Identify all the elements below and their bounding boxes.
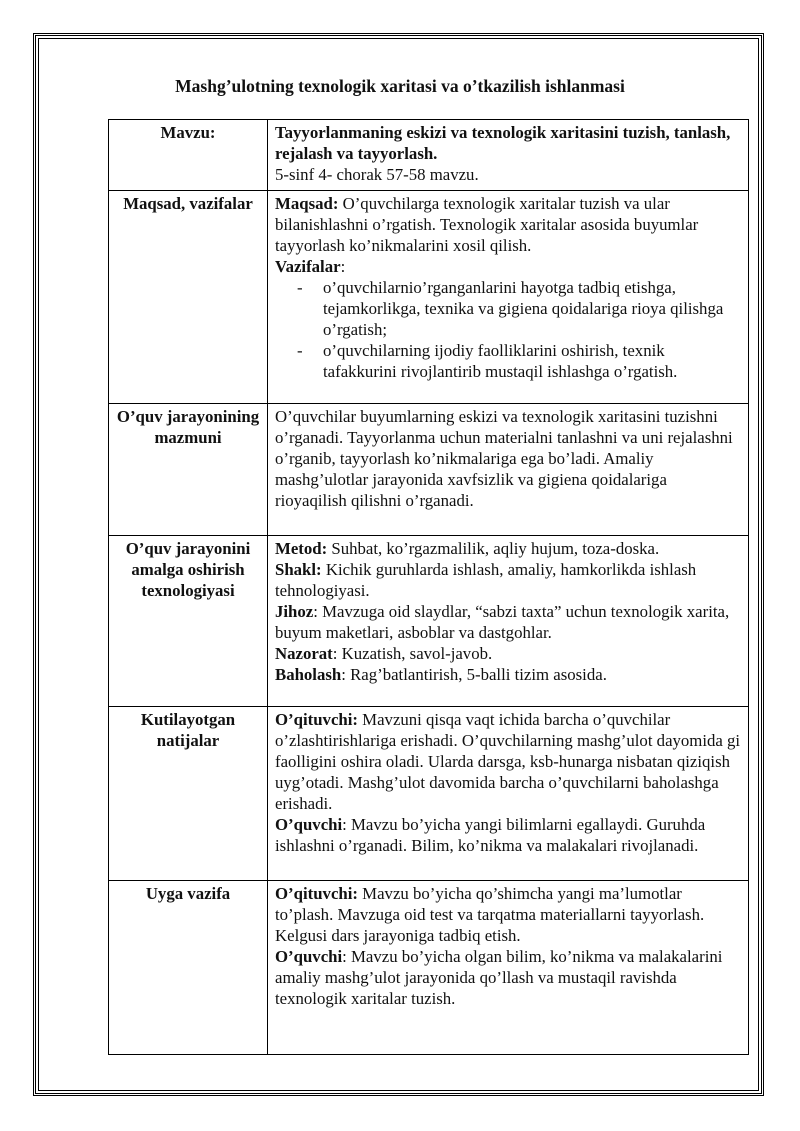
row-content-uyga (268, 881, 749, 1055)
teacher-label: O’qituvchi: (275, 884, 358, 903)
teacher-text: Mavzuni qisqa vaqt ichida barcha o’quvchilar o’zlashtirishlariga erishadi. O’quvchilarning mashg’ulot dayomida gi faolligini oshira oladi. Ularda darsga, ksb-hunarga nisbatan qiziqish uyg’otadi. Mashg’ulot davomida barcha o’quvchilarni baholashga erishadi. (275, 710, 741, 813)
table-row-texnologiya (109, 536, 749, 707)
row-content-natijalar (268, 707, 749, 881)
teacher-homework (275, 883, 742, 946)
student-label: O’quvchi (275, 947, 343, 966)
list-item: - o’quvchilarnio’rganganlarini hayotga tadbiq etishga, tejamkorlikga, texnika va gigiena qoidalariga rioya qilishga o’rgatish; (275, 277, 742, 340)
metod-text: Suhbat, ko’rgazmalilik, aqliy hujum, toza-doska. (327, 539, 660, 558)
tasks-label: Vazifalar (275, 257, 341, 276)
tasks-heading (275, 256, 742, 277)
row-content-mazmun: O’quvchilar buyumlarning eskizi va texnologik xaritasini tuzishni o’rganadi. Tayyorlanma uchun materialni tanlashni va uni rejalashni o’rganib, tayyorlash ko’nikmalariga ega bo’ladi. Amaliy mashg’ulotlar jarayonida xavfsizlik va gigiena qoidalariga rioyaqilish qilishni o’rganadi. (268, 404, 749, 536)
student-text: : Mavzu bo’yicha yangi bilimlarni egallaydi. Guruhda ishlashni o’rganadi. Bilim, ko’nikma va malakalari rivojlanadi. (275, 815, 706, 855)
row-label-uyga: Uyga vazifa (109, 881, 268, 1055)
tasks-list (275, 277, 742, 382)
goal-paragraph (275, 193, 742, 256)
class-info: 5-sinf 4- chorak 57-58 mavzu. (275, 165, 479, 184)
tasks-colon: : (340, 257, 346, 276)
table-row-natijalar (109, 707, 749, 881)
student-results (275, 814, 742, 856)
shakl-text: Kichik guruhlarda ishlash, amaliy, hamkorlikda ishlash tehnologiyasi. (275, 560, 697, 600)
row-content-maqsad (268, 191, 749, 404)
student-label: O’quvchi (275, 815, 343, 834)
row-content-texnologiya (268, 536, 749, 707)
jihoz-line (275, 601, 742, 643)
table-row-mavzu (109, 120, 749, 191)
baholash-line (275, 664, 742, 685)
nazorat-label: Nazorat (275, 644, 333, 663)
baholash-text: : Rag’batlantirish, 5-balli tizim asosida. (341, 665, 607, 684)
metod-line (275, 538, 742, 559)
nazorat-text: : Kuzatish, savol-javob. (332, 644, 493, 663)
list-item: - o’quvchilarning ijodiy faolliklarini oshirish, texnik tafakkurini rivojlantirib mustaqil ishlashga o’rgatish. (275, 340, 742, 382)
table-row-mazmun (109, 404, 749, 536)
goal-text: O’quvchilarga texnologik xaritalar tuzish va ular bilanishlashni o’rgatish. Texnologik xaritalar asosida buyumlar tayyorlash ko’nikmalarini xosil qilish. (275, 194, 699, 255)
lesson-plan-table (108, 119, 749, 1055)
nazorat-line (275, 643, 742, 664)
row-label-mavzu: Mavzu: (109, 120, 268, 191)
row-label-texnologiya: O’quv jarayonini amalga oshirish texnologiyasi (109, 536, 268, 707)
row-label-maqsad: Maqsad, vazifalar (109, 191, 268, 404)
teacher-results (275, 709, 742, 814)
document-title: Mashg’ulotning texnologik xaritasi va o’tkazilish ishlanmasi (175, 76, 625, 96)
jihoz-label: Jihoz (275, 602, 314, 621)
teacher-label: O’qituvchi: (275, 710, 358, 729)
teacher-text: Mavzu bo’yicha qo’shimcha yangi ma’lumotlar to’plash. Mavzuga oid test va tarqatma materiallarni tayyorlash. Kelgusi dars jarayoniga tadbiq etish. (275, 884, 705, 945)
goal-label: Maqsad: (275, 194, 339, 213)
student-text: : Mavzu bo’yicha olgan bilim, ko’nikma va malakalarini amaliy mashg’ulot jarayonida qo’llash va mustaqil ravishda texnologik xaritalar tuzish. (275, 947, 723, 1008)
topic-title: Tayyorlanmaning eskizi va texnologik xaritasini tuzish, tanlash, rejalash va tayyorlash. (275, 123, 731, 163)
row-label-natijalar: Kutilayotgan natijalar (109, 707, 268, 881)
metod-label: Metod: (275, 539, 328, 558)
student-homework (275, 946, 742, 1009)
baholash-label: Baholash (275, 665, 342, 684)
table-row-uyga (109, 881, 749, 1055)
shakl-line (275, 559, 742, 601)
jihoz-text: : Mavzuga oid slaydlar, “sabzi taxta” uchun texnologik xarita, buyum maketlari, asboblar va dastgohlar. (275, 602, 730, 642)
table-row-maqsad (109, 191, 749, 404)
row-content-mavzu (268, 120, 749, 191)
shakl-label: Shakl: (275, 560, 322, 579)
row-label-mazmun: O’quv jarayonining mazmuni (109, 404, 268, 536)
